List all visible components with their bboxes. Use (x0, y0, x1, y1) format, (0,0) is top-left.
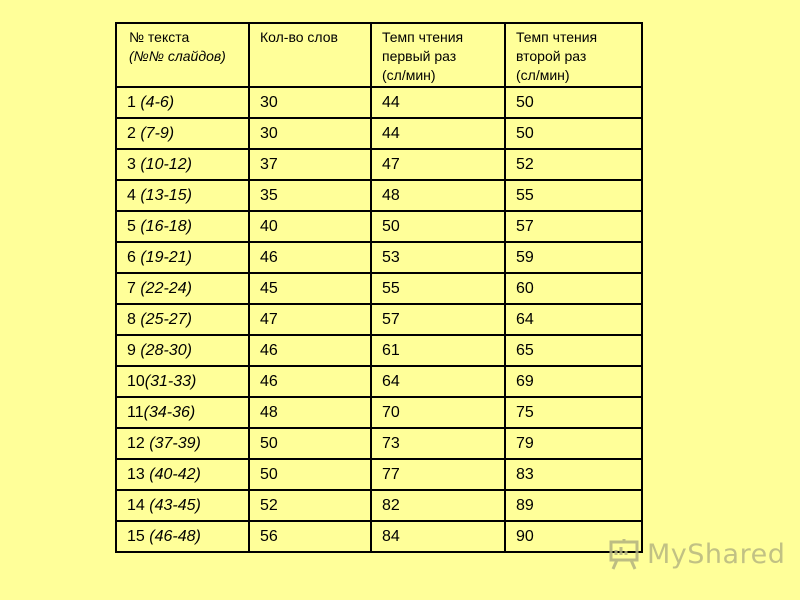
reading-speed-table (115, 22, 643, 553)
presentation-board-icon (607, 537, 641, 571)
first-reading-speed-cell: 84 (371, 521, 505, 552)
second-reading-speed-cell: 90 (505, 521, 642, 552)
table-row (116, 521, 642, 552)
text-number: 11 (127, 403, 144, 421)
header-first-reading-line1: Темп чтения (382, 29, 464, 45)
word-count-cell: 50 (249, 428, 371, 459)
slide-range: (13-15) (140, 186, 192, 204)
text-number-cell (116, 273, 249, 304)
table-row (116, 211, 642, 242)
slide-range: (37-39) (149, 434, 201, 452)
text-number: 9 (127, 341, 141, 359)
slide-range: (7-9) (140, 124, 175, 142)
second-reading-speed-cell: 79 (505, 428, 642, 459)
word-count-cell: 46 (249, 366, 371, 397)
second-reading-speed-cell: 59 (505, 242, 642, 273)
second-reading-speed-cell: 69 (505, 366, 642, 397)
first-reading-speed-cell: 57 (371, 304, 505, 335)
header-text-number-label: № текста (129, 29, 190, 45)
word-count-cell: 40 (249, 211, 371, 242)
word-count-cell: 52 (249, 490, 371, 521)
slide-range: (31-33) (144, 372, 197, 390)
table-row (116, 118, 642, 149)
table-row (116, 335, 642, 366)
text-number: 10 (127, 372, 145, 390)
text-number-cell (116, 211, 249, 242)
first-reading-speed-cell: 44 (371, 87, 505, 118)
text-number-cell (116, 149, 249, 180)
text-number: 8 (127, 310, 141, 328)
first-reading-speed-cell: 53 (371, 242, 505, 273)
second-reading-speed-cell: 65 (505, 335, 642, 366)
text-number: 3 (127, 155, 141, 173)
text-number: 1 (127, 93, 141, 111)
text-number: 14 (127, 496, 150, 514)
header-second-reading-line1: Темп чтения (516, 29, 598, 45)
header-first-reading-unit: (сл/мин) (382, 67, 436, 83)
word-count-cell: 48 (249, 397, 371, 428)
text-number-cell (116, 397, 249, 428)
second-reading-speed-cell: 50 (505, 87, 642, 118)
word-count-cell: 30 (249, 118, 371, 149)
word-count-cell: 56 (249, 521, 371, 552)
text-number-cell (116, 366, 249, 397)
text-number: 6 (127, 248, 141, 266)
slide-range: (19-21) (140, 248, 192, 266)
table-row (116, 490, 642, 521)
table-row (116, 459, 642, 490)
slide-range: (43-45) (149, 496, 201, 514)
first-reading-speed-cell: 77 (371, 459, 505, 490)
slide-range: (28-30) (140, 341, 192, 359)
text-number-cell (116, 118, 249, 149)
table-row (116, 397, 642, 428)
text-number-cell (116, 304, 249, 335)
text-number: 2 (127, 124, 141, 142)
text-number: 7 (127, 279, 141, 297)
first-reading-speed-cell: 55 (371, 273, 505, 304)
slide-range: (22-24) (140, 279, 192, 297)
slide-range: (16-18) (140, 217, 192, 235)
text-number: 12 (127, 434, 150, 452)
text-number-cell (116, 335, 249, 366)
second-reading-speed-cell: 50 (505, 118, 642, 149)
watermark-text: MyShared (647, 538, 786, 570)
slide-range: (4-6) (140, 93, 175, 111)
word-count-cell: 45 (249, 273, 371, 304)
word-count-cell: 35 (249, 180, 371, 211)
first-reading-speed-cell: 44 (371, 118, 505, 149)
text-number-cell (116, 459, 249, 490)
second-reading-speed-cell: 89 (505, 490, 642, 521)
first-reading-speed-cell: 70 (371, 397, 505, 428)
first-reading-speed-cell: 64 (371, 366, 505, 397)
header-second-reading-line2: второй раз (516, 48, 587, 64)
text-number-cell (116, 428, 249, 459)
table-row (116, 428, 642, 459)
first-reading-speed-cell: 61 (371, 335, 505, 366)
table-row (116, 87, 642, 118)
word-count-cell: 46 (249, 242, 371, 273)
header-second-reading-unit: (сл/мин) (516, 67, 570, 83)
first-reading-speed-cell: 48 (371, 180, 505, 211)
text-number: 15 (127, 527, 150, 545)
second-reading-speed-cell: 75 (505, 397, 642, 428)
word-count-cell: 50 (249, 459, 371, 490)
header-word-count-label: Кол-во слов (260, 29, 338, 45)
text-number: 4 (127, 186, 141, 204)
text-number: 13 (127, 465, 150, 483)
text-number-cell (116, 242, 249, 273)
first-reading-speed-cell: 82 (371, 490, 505, 521)
text-number: 5 (127, 217, 141, 235)
header-row (116, 23, 642, 87)
table-row (116, 366, 642, 397)
second-reading-speed-cell: 52 (505, 149, 642, 180)
second-reading-speed-cell: 64 (505, 304, 642, 335)
table-row (116, 180, 642, 211)
first-reading-speed-cell: 73 (371, 428, 505, 459)
text-number-cell (116, 180, 249, 211)
watermark (607, 536, 786, 572)
table-row (116, 149, 642, 180)
header-slides-label: (№№ слайдов) (129, 48, 226, 64)
slide-range: (40-42) (149, 465, 201, 483)
slide-range: (34-36) (143, 403, 196, 421)
word-count-cell: 47 (249, 304, 371, 335)
header-first-reading-line2: первый раз (382, 48, 457, 64)
slide-range: (25-27) (140, 310, 192, 328)
text-number-cell (116, 87, 249, 118)
word-count-cell: 46 (249, 335, 371, 366)
table-body (116, 87, 642, 552)
header-first-reading (371, 23, 505, 87)
second-reading-speed-cell: 57 (505, 211, 642, 242)
table-row (116, 242, 642, 273)
word-count-cell: 37 (249, 149, 371, 180)
table-row (116, 304, 642, 335)
second-reading-speed-cell: 60 (505, 273, 642, 304)
header-second-reading (505, 23, 642, 87)
text-number-cell (116, 490, 249, 521)
slide-range: (10-12) (140, 155, 192, 173)
header-text-number (116, 23, 249, 87)
slide-range: (46-48) (149, 527, 201, 545)
first-reading-speed-cell: 50 (371, 211, 505, 242)
word-count-cell: 30 (249, 87, 371, 118)
table-row (116, 273, 642, 304)
first-reading-speed-cell: 47 (371, 149, 505, 180)
second-reading-speed-cell: 83 (505, 459, 642, 490)
text-number-cell (116, 521, 249, 552)
header-word-count (249, 23, 371, 87)
second-reading-speed-cell: 55 (505, 180, 642, 211)
